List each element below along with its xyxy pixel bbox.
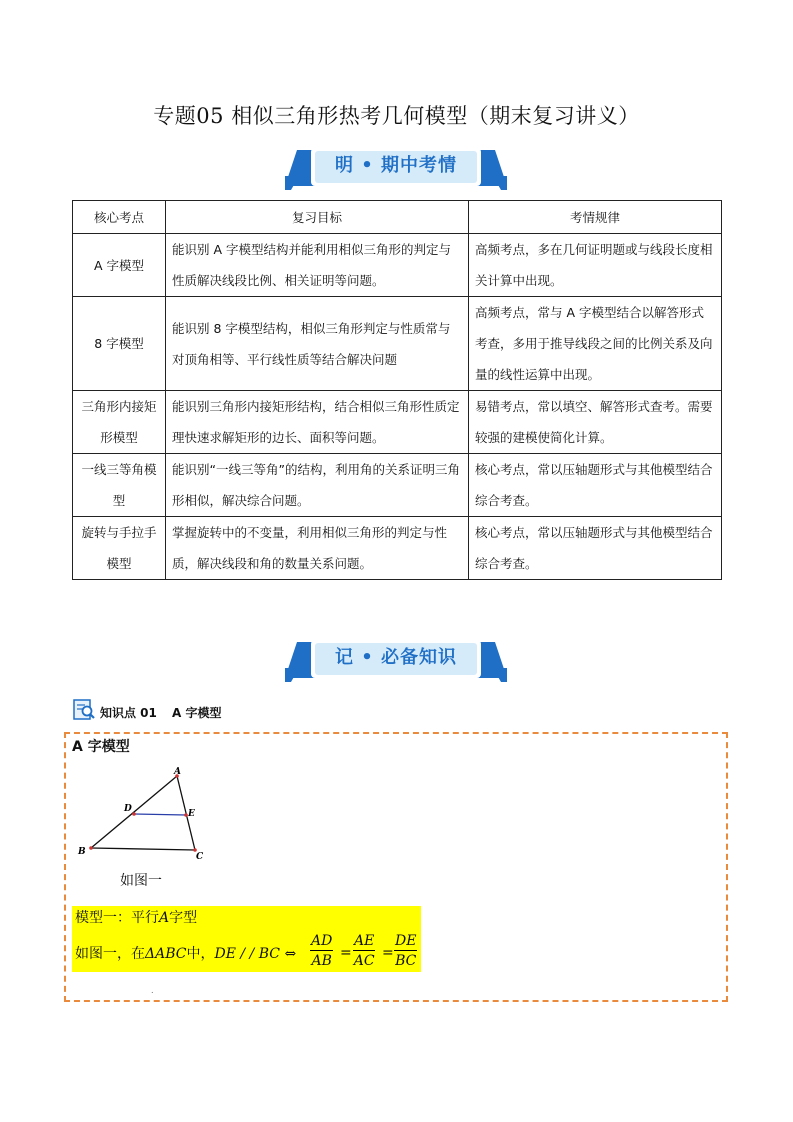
vertex-label-c: C bbox=[196, 852, 204, 862]
model-title-prefix: 模型一：平行 bbox=[75, 910, 159, 926]
row-rule: 核心考点，常以压轴题形式与其他模型结合综合考查。 bbox=[469, 517, 722, 580]
iff-symbol: ⇔ bbox=[284, 946, 297, 962]
row-point: 旋转与手拉手模型 bbox=[73, 517, 166, 580]
statement-mid: 中， bbox=[186, 946, 215, 962]
fraction-ad-ab bbox=[310, 932, 333, 971]
knowledge-point-label: 知识点 01 bbox=[100, 706, 157, 720]
row-rule: 易错考点，常以填空、解答形式查考。需要较强的建模使简化计算。 bbox=[469, 391, 722, 454]
table-row bbox=[73, 391, 722, 454]
model-statement bbox=[75, 943, 296, 963]
page-title: 专题05 相似三角形热考几何模型（期末复习讲义） bbox=[153, 104, 640, 128]
table-row bbox=[73, 234, 722, 297]
header-goal: 复习目标 bbox=[166, 201, 469, 234]
table-row bbox=[73, 517, 722, 580]
row-goal: 能识别 8 字模型结构，相似三角形判定与性质常与对顶角相等、平行线性质等结合解决问题 bbox=[166, 297, 469, 391]
stray-dot: . bbox=[151, 986, 154, 995]
fraction-numerator: DE bbox=[395, 933, 417, 949]
fraction-numerator: AE bbox=[354, 933, 375, 949]
magnifier-book-icon bbox=[72, 697, 96, 721]
triangle-figure bbox=[76, 764, 216, 868]
section-banner-knowledge bbox=[285, 638, 507, 682]
row-rule: 高频考点，常与 A 字模型结合以解答形式考查，多用于推导线段之间的比例关系及向量的线性运算中出现。 bbox=[469, 297, 722, 391]
model-title bbox=[75, 907, 197, 927]
box-title: A 字模型 bbox=[72, 739, 130, 755]
figure-caption: 如图一 bbox=[120, 873, 162, 889]
banner-text: 记 • 必备知识 bbox=[334, 647, 458, 668]
section-banner-exam bbox=[285, 146, 507, 190]
vertex-label-e: E bbox=[188, 809, 195, 819]
model-title-var: A bbox=[159, 910, 170, 926]
equals-sign: = bbox=[340, 945, 352, 961]
vertex-label-b: B bbox=[78, 847, 86, 857]
fraction-denominator: AB bbox=[311, 953, 332, 969]
row-goal: 能识别 A 字模型结构并能利用相似三角形的判定与性质解决线段比例、相关证明等问题。 bbox=[166, 234, 469, 297]
parallel-relation: DE / / BC bbox=[214, 946, 280, 962]
row-point: 三角形内接矩形模型 bbox=[73, 391, 166, 454]
statement-prefix: 如图一，在 bbox=[75, 946, 145, 962]
row-rule: 核心考点，常以压轴题形式与其他模型结合综合考查。 bbox=[469, 454, 722, 517]
equals-sign: = bbox=[382, 945, 394, 961]
vertex-label-d: D bbox=[124, 804, 132, 814]
row-goal: 能识别三角形内接矩形结构，结合相似三角形性质定理快速求解矩形的边长、面积等问题。 bbox=[166, 391, 469, 454]
triangle-name: ΔABC bbox=[145, 946, 187, 962]
header-rule: 考情规律 bbox=[469, 201, 722, 234]
row-point: 一线三等角模型 bbox=[73, 454, 166, 517]
row-point: 8 字模型 bbox=[73, 297, 166, 391]
knowledge-point-name: A 字模型 bbox=[172, 706, 222, 720]
table-header-row bbox=[73, 201, 722, 234]
vertex-label-a: A bbox=[174, 767, 181, 777]
review-goals-table bbox=[72, 200, 722, 580]
header-point: 核心考点 bbox=[73, 201, 166, 234]
row-rule: 高频考点，多在几何证明题或与线段长度相关计算中出现。 bbox=[469, 234, 722, 297]
table-row bbox=[73, 297, 722, 391]
model-title-suffix: 字型 bbox=[169, 910, 198, 926]
table-row bbox=[73, 454, 722, 517]
banner-text: 明 • 期中考情 bbox=[334, 155, 458, 176]
row-goal: 能识别“一线三等角”的结构，利用角的关系证明三角形相似，解决综合问题。 bbox=[166, 454, 469, 517]
row-goal: 掌握旋转中的不变量，利用相似三角形的判定与性质，解决线段和角的数量关系问题。 bbox=[166, 517, 469, 580]
fraction-numerator: AD bbox=[311, 933, 333, 949]
fraction-denominator: AC bbox=[353, 953, 375, 969]
row-point: A 字模型 bbox=[73, 234, 166, 297]
fraction-ae-ac bbox=[353, 932, 375, 971]
fraction-de-bc bbox=[394, 932, 417, 971]
fraction-denominator: BC bbox=[395, 953, 417, 969]
